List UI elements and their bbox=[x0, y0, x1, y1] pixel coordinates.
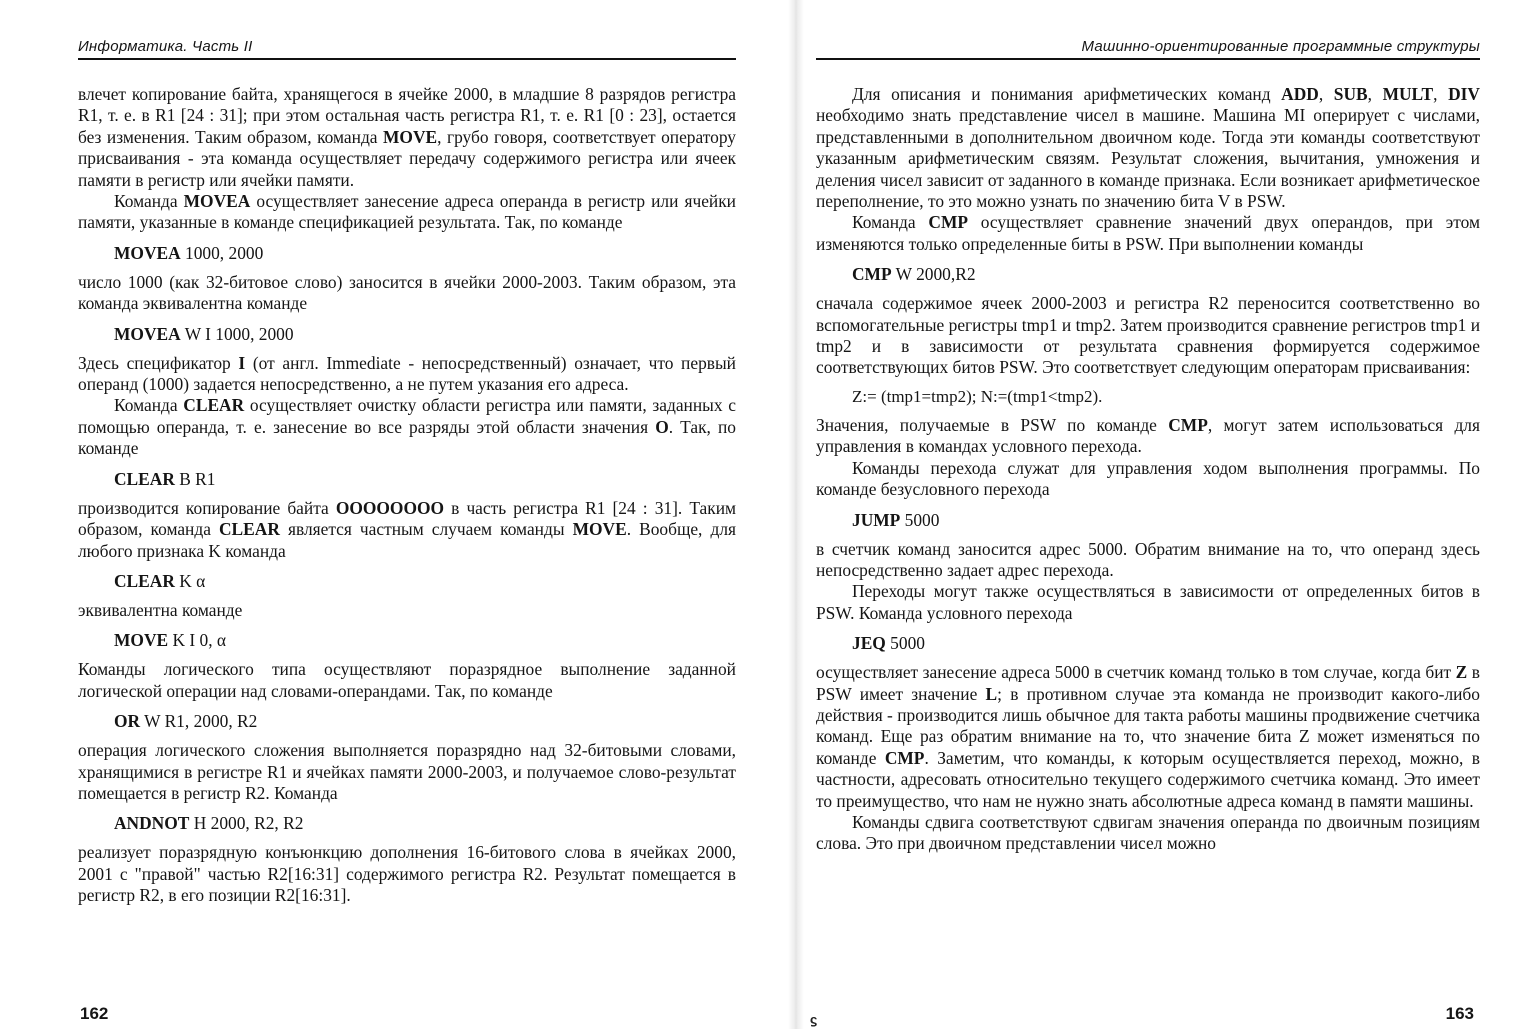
text-run: . Заметим, что команды, к которым осуществляется переход, можно, в частности, адресовать относительно текущего содержимого счетчика команд. Это имеет то преимущество, что нам не нужно знать абсолютные адреса команд в памяти машины. bbox=[816, 747, 1480, 811]
text-run: осуществляет занесение адреса операнда в регистр или ячейки памяти, указанные в команде спецификацией результата. Так, по команде bbox=[78, 191, 736, 233]
text-run: Значения, получаемые в PSW по команде bbox=[816, 414, 1169, 435]
text-run: осуществляет очистку области регистра или памяти, заданных с помощью операнда, т. е. занесение во все разряды этой области значения bbox=[78, 395, 736, 437]
command-operands: B R1 bbox=[174, 468, 216, 489]
paragraph bbox=[816, 84, 1480, 212]
command-example bbox=[114, 242, 736, 264]
bold-term: DIV bbox=[1448, 84, 1480, 104]
paragraph bbox=[816, 662, 1480, 812]
paragraph bbox=[78, 84, 736, 191]
command-operands: 1000, 2000 bbox=[180, 242, 264, 263]
bold-term: L bbox=[985, 683, 998, 704]
formula: Z:= (tmp1=tmp2); N:=(tmp1<tmp2). bbox=[852, 386, 1103, 406]
bold-term: CLEAR bbox=[219, 519, 280, 540]
text-run: , могут затем использоваться для управления в командах условного перехода. bbox=[816, 414, 1480, 457]
bold-term: SUB bbox=[1333, 84, 1368, 104]
paragraph bbox=[816, 581, 1480, 624]
text-run: Команда bbox=[114, 191, 184, 212]
text-run: необходимо знать представление чисел в машине. Машина MI оперирует с числами, представленными в дополнительном двоичном коде. Тогда эти команды соответствуют указанным арифметическим связям. Результат сложения, вычитания, умножения и деления чисел зависит от заданного в команде признака. Если возникает арифметическое переполнение, то это можно узнать по значению бита V в PSW. bbox=[816, 105, 1480, 212]
gutter-mark: ϛ bbox=[810, 1012, 818, 1027]
command-operands: W I 1000, 2000 bbox=[180, 323, 294, 344]
text-run: является частным случаем команды bbox=[279, 519, 573, 540]
text-run: в счетчик команд заносится адрес 5000. Обратим внимание на то, что операнд здесь непосредственно задает адрес перехода. bbox=[816, 538, 1480, 580]
bold-term: MOVE bbox=[383, 126, 438, 147]
command-mnemonic: CMP bbox=[852, 264, 892, 285]
paragraph bbox=[78, 498, 736, 562]
running-head: Машинно-ориентированные программные структуры bbox=[816, 38, 1480, 60]
command-example bbox=[114, 629, 736, 651]
paragraph bbox=[78, 600, 736, 621]
paragraph bbox=[78, 353, 736, 396]
bold-term: CMP bbox=[884, 747, 925, 768]
bold-term: CMP bbox=[1168, 414, 1208, 435]
paragraph bbox=[816, 415, 1480, 458]
bold-term: OOOOOOOO bbox=[335, 497, 445, 518]
book-gutter bbox=[788, 0, 804, 1029]
paragraph bbox=[816, 539, 1480, 582]
text-run: ; в противном случае эта команда не производит какого-либо действия - производится лишь обычное для такта работы машины продвижение счетчика команд. Еще раз обратим внимание на то, что значение бита Z может изменяться по команде bbox=[816, 683, 1480, 768]
text-run: в PSW имеет значение bbox=[816, 662, 1480, 704]
command-operands: W R1, 2000, R2 bbox=[140, 711, 258, 732]
page-number: 163 bbox=[1445, 1004, 1474, 1023]
command-operands: 5000 bbox=[900, 509, 940, 530]
page-number: 162 bbox=[80, 1004, 109, 1023]
bold-term: ADD bbox=[1281, 84, 1319, 104]
command-mnemonic: JUMP bbox=[852, 509, 901, 530]
text-run: осуществляет сравнение значений двух операндов, при этом изменяются только определенные биты в PSW. При выполнении команды bbox=[816, 212, 1480, 254]
bold-term: MOVEA bbox=[183, 191, 251, 212]
command-example bbox=[852, 509, 1480, 531]
command-example bbox=[114, 570, 736, 592]
paragraph bbox=[78, 659, 736, 702]
running-head: Информатика. Часть II bbox=[78, 38, 736, 60]
text-run: сначала содержимое ячеек 2000-2003 и регистра R2 переносится соответственно во вспомогательные регистры tmp1 и tmp2. Затем производится сравнение регистров tmp1 и tmp2 и в зависимости от результата сравнения формируется содержимое соответствующих битов PSW. Это соответствует следующим операторам присваивания: bbox=[816, 293, 1480, 378]
command-mnemonic: OR bbox=[114, 711, 141, 732]
paragraph bbox=[816, 212, 1480, 255]
bold-term: CLEAR bbox=[183, 395, 245, 416]
bold-term: MOVE bbox=[572, 519, 627, 540]
command-mnemonic: MOVE bbox=[114, 630, 169, 651]
command-mnemonic: MOVEA bbox=[114, 242, 181, 263]
text-run: производится копирование байта bbox=[78, 497, 336, 518]
text-run: Команды сдвига соответствуют сдвигам значения операнда по двоичным позициям слова. Это при двоичном представлении чисел можно bbox=[816, 811, 1480, 854]
text-run: операция логического сложения выполняется поразрядно над 32-битовыми словами, хранящимися в регистре R1 и ячейках памяти 2000-2003, и получаемое слово-результат помещается в регистр R2. Команда bbox=[78, 740, 736, 803]
bold-term: Z bbox=[1455, 662, 1468, 683]
left-page bbox=[78, 0, 736, 1029]
text-run: реализует поразрядную конъюнкцию дополнения 16-битового слова в ячейках 2000, 2001 с "правой" частью R2[16:31] содержимого регистра R2. Результат помещается в регистр R2, в его позиции R2[16:31]. bbox=[78, 842, 736, 906]
text-run: , bbox=[1318, 84, 1334, 104]
command-operands: H 2000, R2, R2 bbox=[189, 813, 304, 834]
command-example bbox=[114, 710, 736, 732]
command-operands: W 2000,R2 bbox=[891, 264, 976, 285]
text-run: , bbox=[1433, 84, 1449, 104]
command-example bbox=[114, 812, 736, 834]
text-run: осуществляет занесение адреса 5000 в счетчик команд только в том случае, когда бит bbox=[816, 662, 1456, 683]
text-run: Команда bbox=[114, 395, 184, 416]
text-run: Команды перехода служат для управления ходом выполнения программы. По команде безусловного перехода bbox=[816, 457, 1480, 500]
command-operands: 5000 bbox=[885, 633, 925, 654]
command-mnemonic: CLEAR bbox=[114, 570, 175, 591]
paragraph bbox=[78, 740, 736, 804]
text-run: в часть регистра R1 [24 : 31]. Таким образом, команда bbox=[78, 497, 737, 540]
text-run: , грубо говоря, соответствует оператору присваивания - эта команда осуществляет передачу содержимого регистра или ячеек памяти в регистр или ячейки памяти. bbox=[78, 126, 736, 190]
command-operands: K I 0, α bbox=[168, 630, 227, 651]
command-operands: K α bbox=[174, 570, 206, 591]
right-page bbox=[816, 0, 1480, 1029]
command-mnemonic: ANDNOT bbox=[114, 813, 190, 834]
page-body bbox=[816, 84, 1480, 855]
text-run: . Так, по команде bbox=[78, 416, 736, 459]
command-mnemonic: CLEAR bbox=[114, 468, 175, 489]
command-example bbox=[852, 632, 1480, 654]
paragraph bbox=[816, 812, 1480, 855]
bold-term: CMP bbox=[928, 212, 968, 233]
command-mnemonic: MOVEA bbox=[114, 323, 181, 344]
command-example bbox=[114, 468, 736, 490]
text-run: число 1000 (как 32-битовое слово) заносится в ячейки 2000-2003. Таким образом, эта команда эквивалентна команде bbox=[78, 271, 736, 314]
text-run: Для описания и понимания арифметических команд bbox=[852, 84, 1282, 104]
text-run: Команда bbox=[852, 212, 929, 233]
text-run: эквивалентна команде bbox=[78, 599, 243, 620]
text-run: Здесь спецификатор bbox=[78, 352, 239, 373]
paragraph bbox=[78, 395, 736, 459]
paragraph bbox=[78, 272, 736, 315]
text-run: Команды логического типа осуществляют поразрядное выполнение заданной логической операции над словами-операндами. Так, по команде bbox=[78, 659, 736, 701]
text-run: , bbox=[1367, 84, 1383, 104]
text-run: влечет копирование байта, хранящегося в ячейке 2000, в младшие 8 разрядов регистра R1, т. е. в R1 [24 : 31]; при этом остальная часть регистра R1, т. е. R1 [0 : 23], остается без изменения. Таким образом, команда bbox=[78, 84, 736, 147]
paragraph bbox=[816, 293, 1480, 379]
bold-term: O bbox=[655, 416, 669, 437]
paragraph bbox=[816, 458, 1480, 501]
paragraph bbox=[78, 842, 736, 906]
text-run: . Вообще, для любого признака K команда bbox=[78, 519, 736, 561]
command-mnemonic: JEQ bbox=[852, 633, 886, 654]
command-example bbox=[114, 323, 736, 345]
bold-term: I bbox=[238, 352, 246, 373]
bold-term: MULT bbox=[1382, 84, 1434, 104]
command-example bbox=[852, 263, 1480, 285]
text-run: (от англ. Immediate - непосредственный) означает, что первый операнд (1000) задается непосредственно, а не путем указания его адреса. bbox=[78, 352, 736, 395]
paragraph bbox=[78, 191, 736, 234]
page-body bbox=[78, 84, 736, 907]
text-run: Переходы могут также осуществляться в зависимости от определенных битов в PSW. Команда условного перехода bbox=[816, 581, 1480, 623]
